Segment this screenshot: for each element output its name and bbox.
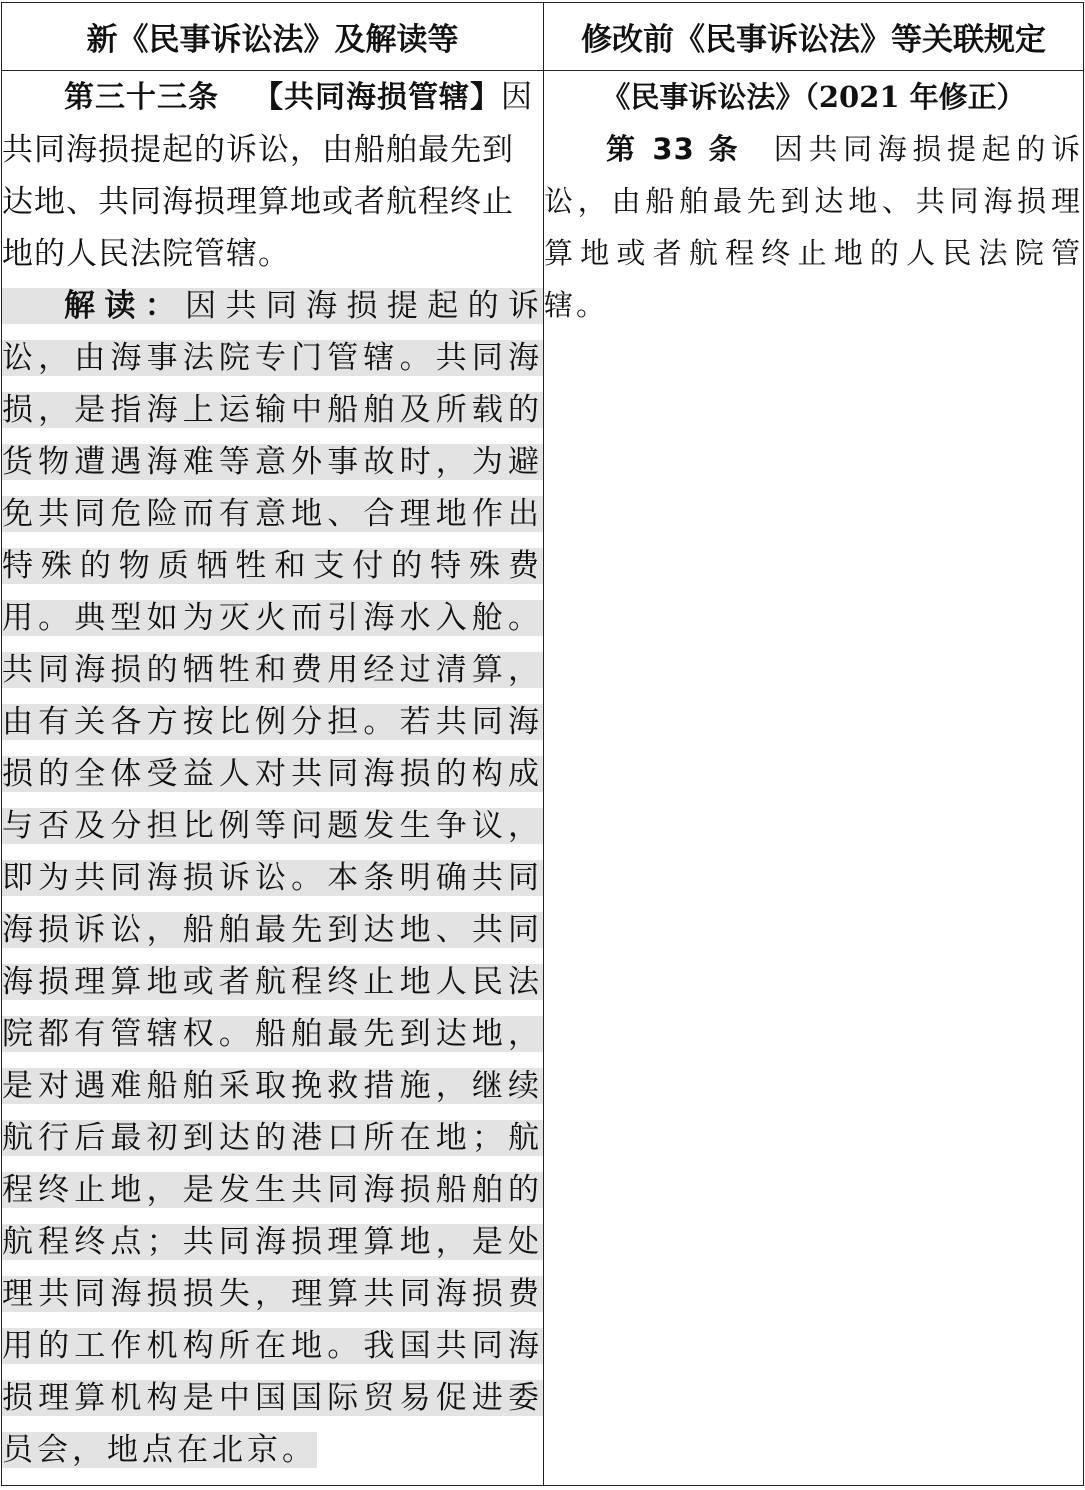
article-text: 因共同海损提起的诉讼，由船舶最先到达地、共同海损理算地或者航程终止地的人民法院管辖。 — [2, 79, 533, 272]
interpretation-paragraph — [2, 280, 543, 1476]
header-new-law: 新《民事诉讼法》及解读等 — [2, 3, 544, 71]
header-old-law: 修改前《民事诉讼法》等关联规定 — [544, 3, 1084, 71]
old-article-text: 因共同海损提起的诉讼，由船舶最先到达地、共同海损理算地或者航程终止地的人民法院管辖。 — [544, 132, 1083, 322]
article-number: 第 33 条 — [606, 132, 742, 166]
table-header-row — [2, 3, 1084, 71]
article-paragraph — [2, 71, 543, 280]
law-title: 《民事诉讼法》（2021 年修正） — [601, 80, 1026, 114]
interpretation-text: 因共同海损提起的诉讼，由海事法院专门管辖。共同海损，是指海上运输中船舶及所载的货物遭遇海难等意外事故时，为避免共同危险而有意地、合理地作出特殊的物质牺牲和支付的特殊费用。典型如为灭火而引海水入舱。共同海损的牺牲和费用经过清算，由有关各方按比例分担。若共同海损的全体受益人对共同海损的构成与否及分担比例等问题发生争议，即为共同海损诉讼。本条明确共同海损诉讼，船舶最先到达地、共同海损理算地或者航程终止地人民法院都有管辖权。船舶最先到达地，是对遇难船舶采取挽救措施，继续航行后最初到达的港口所在地；航程终止地，是发生共同海损船舶的航程终点；共同海损理算地，是处理共同海损损失，理算共同海损费用的工作机构所在地。我国共同海损理算机构是中国国际贸易促进委员会，地点在北京。 — [2, 288, 544, 1468]
new-law-cell — [2, 71, 544, 1486]
interpretation-label: 解读： — [64, 288, 186, 324]
article-topic: 【共同海损管辖】 — [253, 80, 501, 115]
old-law-cell — [544, 71, 1084, 1486]
article-title: 第三十三条 — [64, 80, 219, 115]
comparison-table — [1, 2, 1084, 1486]
old-article-paragraph — [544, 123, 1083, 331]
table-body-row — [2, 71, 1084, 1486]
